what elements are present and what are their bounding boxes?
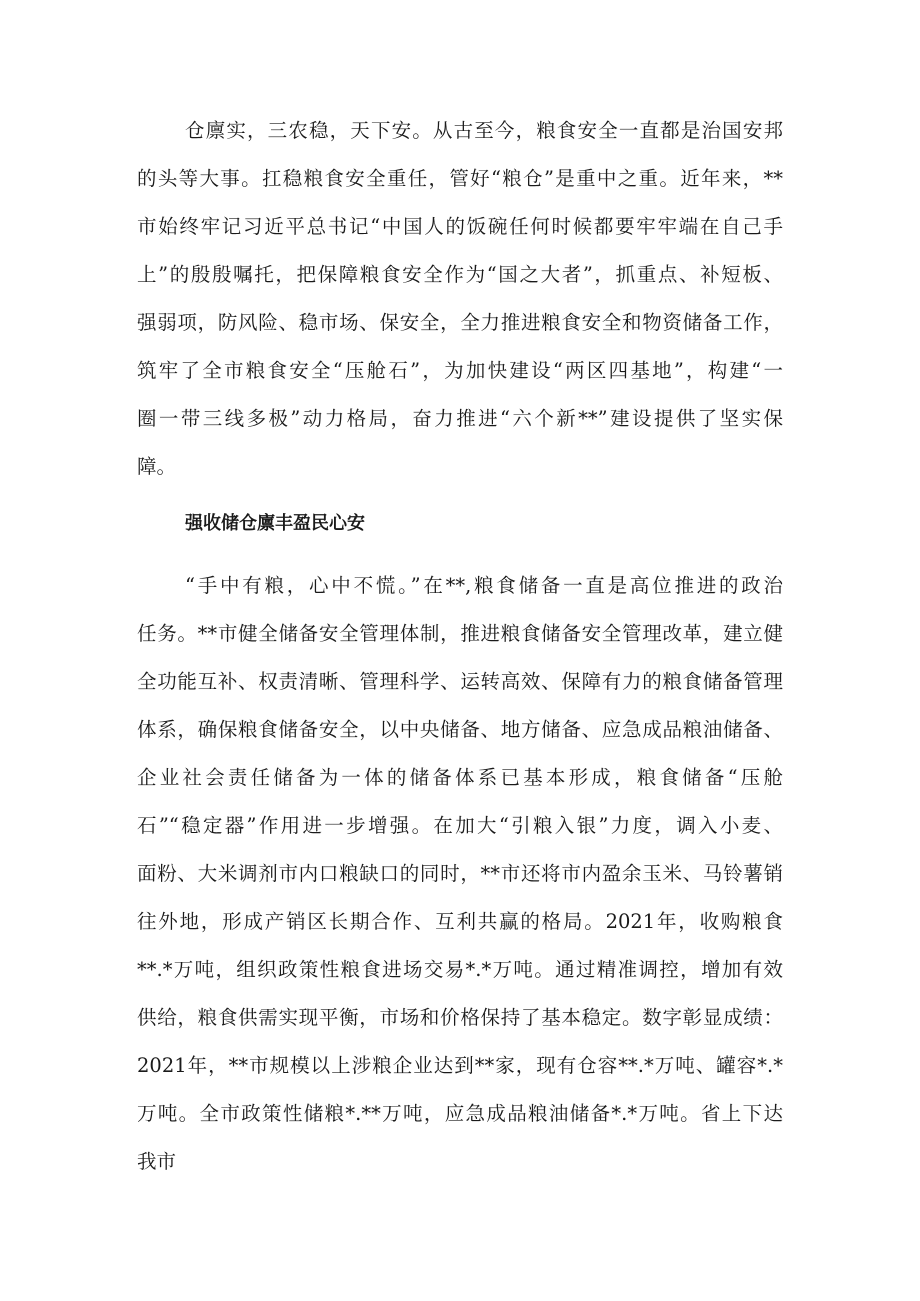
paragraph2-line-5: 企业社会责任储备为一体的储备体系已基本形成，粮食储备“压舱 (137, 766, 783, 789)
paragraph1-line-5: 强弱项，防风险、稳市场、保安全，全力推进粮食安全和物资储备工作， (137, 311, 783, 334)
paragraph2-line-6: 石”“稳定器”作用进一步增强。在加大“引粮入银”力度，调入小麦、 (137, 814, 783, 837)
paragraph1-line-8: 障。 (137, 455, 177, 478)
paragraph1-line-6: 筑牢了全市粮食安全“压舱石”，为加快建设“两区四基地”，构建“一 (137, 359, 783, 382)
paragraph2-line-12: 万吨。全市政策性储粮*.**万吨，应急成品粮油储备*.*万吨。省上下达 (137, 1102, 783, 1125)
paragraph2-line-3: 全功能互补、权责清晰、管理科学、运转高效、保障有力的粮食储备管理 (137, 670, 783, 693)
paragraph2-line-9: **.*万吨，组织政策性粮食进场交易*.*万吨。通过精准调控，增加有效 (137, 958, 783, 981)
paragraph1-line-1: 仓廪实，三农稳，天下安。从古至今，粮食安全一直都是治国安邦 (185, 119, 783, 142)
paragraph2-line-2: 任务。**市健全储备安全管理体制，推进粮食储备安全管理改革，建立健 (137, 622, 783, 645)
paragraph2-line-4: 体系，确保粮食储备安全，以中央储备、地方储备、应急成品粮油储备、 (137, 718, 783, 741)
paragraph1-line-7: 圈一带三线多极”动力格局，奋力推进“六个新**”建设提供了坚实保 (137, 407, 783, 430)
paragraph2-line-13: 我市 (137, 1150, 177, 1173)
paragraph2-line-7: 面粉、大米调剂市内口粮缺口的同时，**市还将市内盈余玉米、马铃薯销 (137, 862, 783, 885)
paragraph2-line-1: “手中有粮，心中不慌。”在**,粮食储备一直是高位推进的政治 (185, 574, 783, 597)
paragraph2-line-8: 往外地，形成产销区长期合作、互利共赢的格局。2021年，收购粮食 (137, 910, 783, 933)
paragraph1-line-4: 上”的殷殷嘱托，把保障粮食安全作为“国之大者”，抓重点、补短板、 (137, 263, 783, 286)
paragraph1-line-2: 的头等大事。扛稳粮食安全重任，管好“粮仓”是重中之重。近年来，** (137, 167, 783, 190)
section-heading: 强收储仓廪丰盈民心安 (185, 513, 365, 534)
paragraph1-line-3: 市始终牢记习近平总书记“中国人的饭碗任何时候都要牢牢端在自己手 (137, 215, 783, 238)
paragraph2-line-11: 2021年，**市规模以上涉粮企业达到**家，现有仓容**.*万吨、罐容*.* (137, 1054, 783, 1077)
paragraph2-line-10: 供给，粮食供需实现平衡，市场和价格保持了基本稳定。数字彰显成绩： (137, 1006, 783, 1029)
